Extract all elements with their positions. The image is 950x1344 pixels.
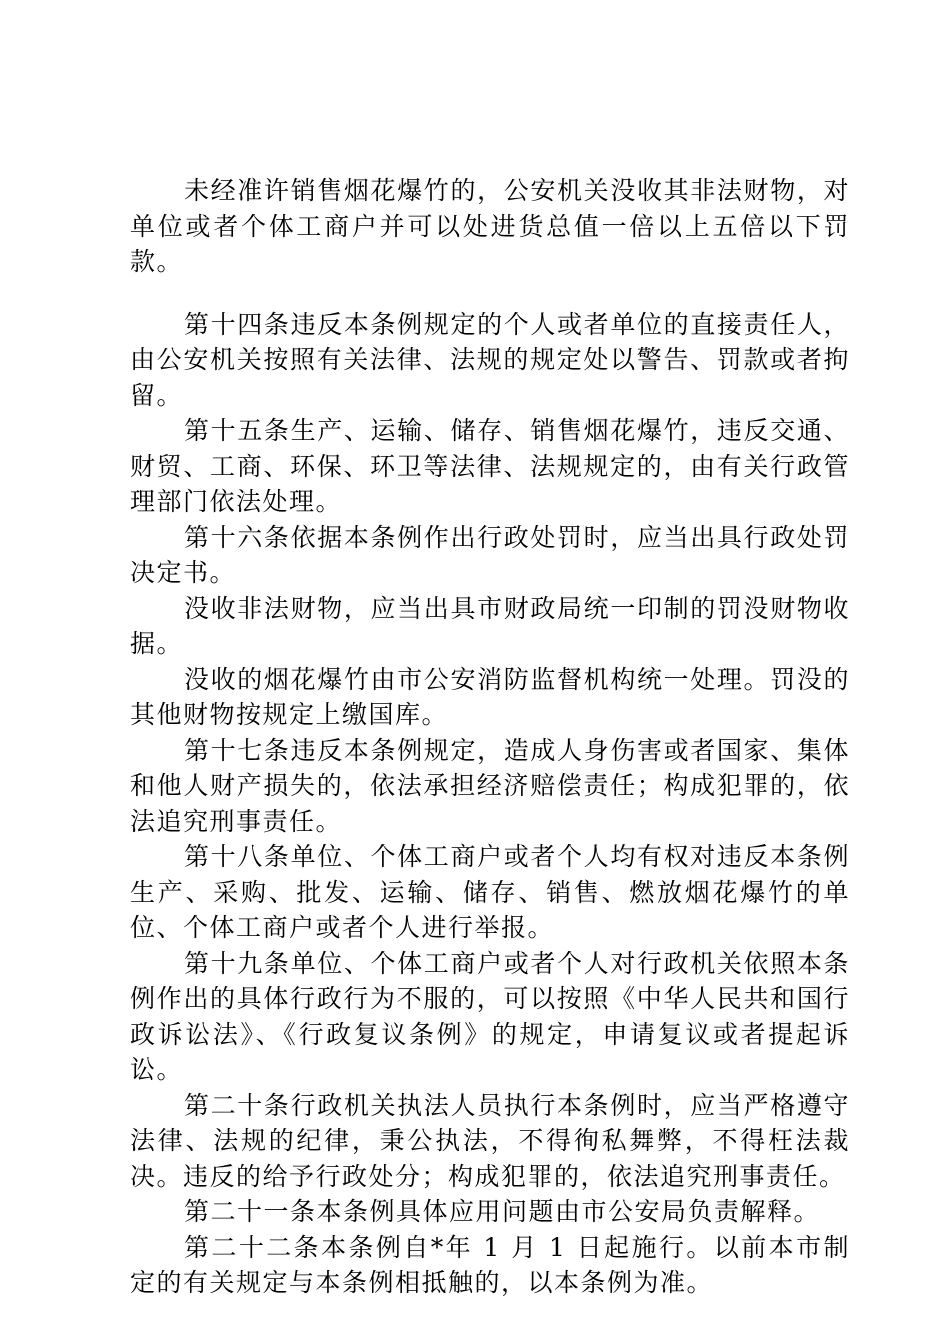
paragraph-article-20: 第二十条行政机关执法人员执行本条例时，应当严格遵守法律、法规的纪律，秉公执法，不得徇私舞弊，不得枉法裁决。违反的给予行政处分；构成犯罪的，依法追究刑事责任。 xyxy=(130,1090,850,1191)
paragraph-article-18: 第十八条单位、个体工商户或者个人均有权对违反本条例生产、采购、批发、运输、储存、销售、燃放烟花爆竹的单位、个体工商户或者个人进行举报。 xyxy=(130,842,850,942)
paragraph-unauthorized-sales: 未经准许销售烟花爆竹的，公安机关没收其非法财物，对单位或者个体工商户并可以处进货总值一倍以上五倍以下罚款。 xyxy=(130,176,850,276)
paragraph-article-22: 第二十二条本条例自*年 1 月 1 日起施行。以前本市制定的有关规定与本条例相抵触的，以本条例为准。 xyxy=(130,1232,850,1297)
paragraph-article-21: 第二十一条本条例具体应用问题由市公安局负责解释。 xyxy=(184,1197,821,1226)
paragraph-article-17: 第十七条违反本条例规定，造成人身伤害或者国家、集体和他人财产损失的，依法承担经济赔偿责任；构成犯罪的，依法追究刑事责任。 xyxy=(130,735,850,836)
paragraph-article-14: 第十四条违反本条例规定的个人或者单位的直接责任人，由公安机关按照有关法律、法规的规定处以警告、罚款或者拘留。 xyxy=(130,309,850,410)
paragraph-article-16: 第十六条依据本条例作出行政处罚时，应当出具行政处罚决定书。 xyxy=(130,522,850,587)
paragraph-article-15: 第十五条生产、运输、储存、销售烟花爆竹，违反交通、财贸、工商、环保、环卫等法律、法规规定的，由有关行政管理部门依法处理。 xyxy=(130,416,850,516)
paragraph-confiscated-fireworks: 没收的烟花爆竹由市公安消防监督机构统一处理。罚没的其他财物按规定上缴国库。 xyxy=(130,664,850,729)
document-body xyxy=(130,173,850,1301)
paragraph-confiscation-receipt: 没收非法财物，应当出具市财政局统一印制的罚没财物收据。 xyxy=(130,593,850,658)
paragraph-article-19: 第十九条单位、个体工商户或者个人对行政机关依照本条例作出的具体行政行为不服的，可以按照《中华人民共和国行政诉讼法》、《行政复议条例》的规定，申请复议或者提起诉讼。 xyxy=(130,948,850,1084)
